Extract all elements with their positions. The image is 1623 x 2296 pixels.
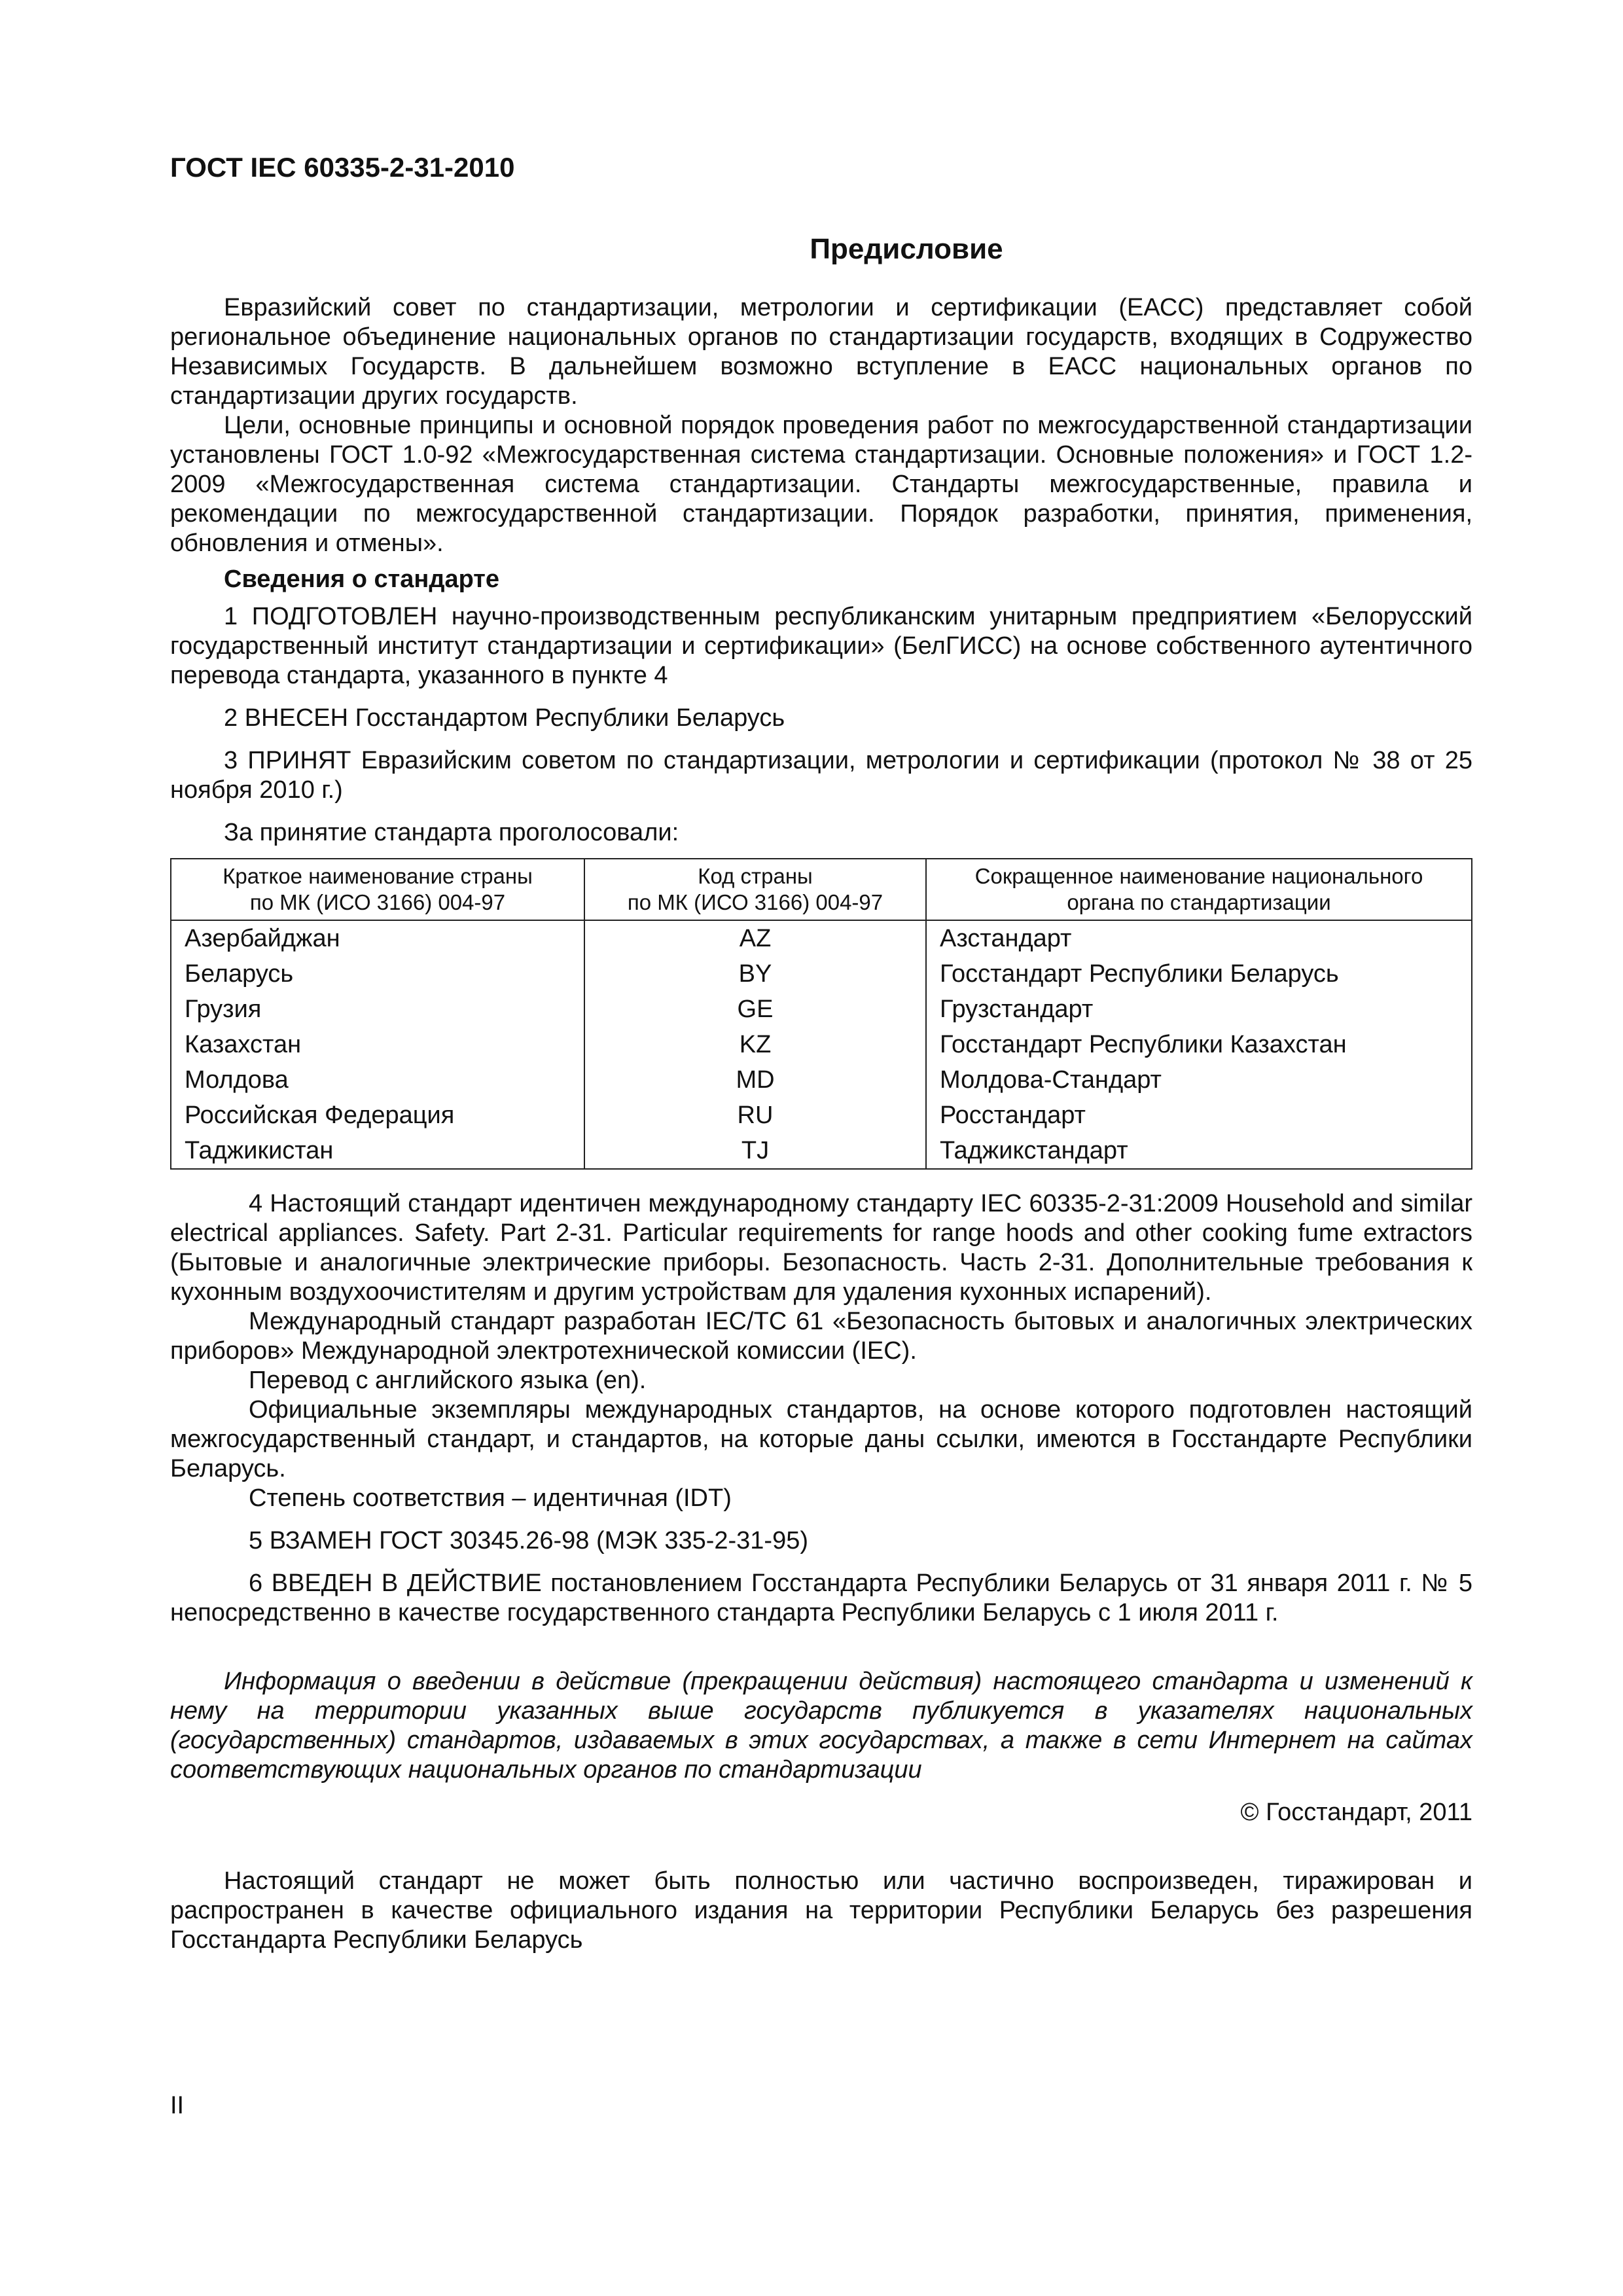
voted-caption: За принятие стандарта проголосовали: [224, 819, 679, 846]
page-number: II [170, 2092, 185, 2119]
item4-paragraph-3: Перевод с английского языка (en). [249, 1367, 647, 1394]
document-code: ГОСТ IEC 60335-2-31-2010 [170, 152, 515, 183]
country-code-cell: KZ [584, 1027, 926, 1062]
info-item-1: 1 ПОДГОТОВЛЕН научно-производственным республиканским унитарным предприятием «Белорусский государственный институт стандартизации и сертификации» (БелГИСС) на основе собственного аутентичного перевода стандарта, указанного в пункте 4 [170, 603, 1472, 689]
table-row [171, 1133, 1472, 1169]
country-code-cell: RU [584, 1098, 926, 1133]
country-code-cell: AZ [584, 920, 926, 956]
country-cell: Российская Федерация [171, 1098, 584, 1133]
national-body-cell: Молдова-Стандарт [926, 1062, 1472, 1098]
national-body-cell: Росстандарт [926, 1098, 1472, 1133]
national-body-cell: Госстандарт Республики Беларусь [926, 956, 1472, 992]
header-national-body-line2: органа по стандартизации [1067, 890, 1331, 914]
info-item-5: 5 ВЗАМЕН ГОСТ 30345.26-98 (МЭК 335-2-31-95) [249, 1527, 808, 1554]
country-cell: Беларусь [171, 956, 584, 992]
country-cell: Таджикистан [171, 1133, 584, 1169]
country-code-cell: GE [584, 992, 926, 1027]
standard-info-heading: Сведения о стандарте [224, 565, 500, 593]
national-body-cell: Грузстандарт [926, 992, 1472, 1027]
country-cell: Молдова [171, 1062, 584, 1098]
item4-paragraph-1: 4 Настоящий стандарт идентичен международному стандарту IEC 60335-2-31:2009 Household and similar electrical appliances. Safety. Part 2-31. Particular requirements for range hoods and other cooking fume extractors (Бытовые и аналогичные электрические приборы. Безопасность. Часть 2-31. Дополнительные требования к кухонным воздухоочистителям и другим устройствам для удаления кухонных испарений). [170, 1190, 1472, 1306]
document-page [170, 151, 1472, 1955]
preface-paragraph-2: Цели, основные принципы и основной порядок проведения работ по межгосударственной стандартизации установлены ГОСТ 1.0-92 «Межгосударственная система стандартизации. Основные положения» и ГОСТ 1.2-2009 «Межгосударственная система стандартизации. Стандарты межгосударственные, правила и рекомендации по межгосударственной стандартизации. Порядок разработки, принятия, применения, обновления и отмены». [170, 412, 1472, 557]
info-item-6: 6 ВВЕДЕН В ДЕЙСТВИЕ постановлением Госстандарта Республики Беларусь от 31 января 2011 г. № 5 непосредственно в качестве государственного стандарта Республики Беларусь с 1 июля 2011 г. [170, 1570, 1472, 1626]
table-row [171, 920, 1472, 956]
country-code-cell: BY [584, 956, 926, 992]
country-cell: Азербайджан [171, 920, 584, 956]
notice-paragraph: Информация о введении в действие (прекращении действия) настоящего стандарта и изменений к нему на территории указанных выше государств публикуется в указателях национальных (государственных) стандартов, издаваемых в этих государствах, а также в сети Интернет на сайтах соответствующих национальных органов по стандартизации [170, 1668, 1472, 1784]
country-cell: Грузия [171, 992, 584, 1027]
preface-paragraph-1: Евразийский совет по стандартизации, метрологии и сертификации (ЕАСС) представляет собой региональное объединение национальных органов по стандартизации государств, входящих в Содружество Независимых Государств. В дальнейшем возможно вступление в ЕАСС национальных органов по стандартизации других государств. [170, 294, 1472, 410]
info-item-2: 2 ВНЕСЕН Госстандартом Республики Беларусь [224, 704, 785, 732]
restriction-paragraph: Настоящий стандарт не может быть полностью или частично воспроизведен, тиражирован и распространен в качестве официального издания на территории Республики Беларусь без разрешения Госстандарта Республики Беларусь [170, 1867, 1472, 1954]
table-row [171, 1027, 1472, 1062]
table-row [171, 992, 1472, 1027]
item4-paragraph-4: Официальные экземпляры международных стандартов, на основе которого подготовлен настоящий межгосударственный стандарт, и стандартов, на которые даны ссылки, имеются в Госстандарте Республики Беларусь. [170, 1396, 1472, 1482]
country-code-cell: MD [584, 1062, 926, 1098]
item4-paragraph-2: Международный стандарт разработан IEC/TC 61 «Безопасность бытовых и аналогичных электрических приборов» Международной электротехнической комиссии (IEC). [170, 1308, 1472, 1365]
header-country-name-line1: Краткое наименование страны [223, 864, 533, 888]
country-code-cell: TJ [584, 1133, 926, 1169]
table-row [171, 1098, 1472, 1133]
national-body-cell: Госстандарт Республики Казахстан [926, 1027, 1472, 1062]
table-header-row [171, 859, 1472, 920]
table-row [171, 1062, 1472, 1098]
national-body-cell: Азстандарт [926, 920, 1472, 956]
header-country-code [584, 859, 926, 920]
page-title: Предисловие [810, 233, 1003, 265]
header-country-name [171, 859, 584, 920]
table-row [171, 956, 1472, 992]
national-body-cell: Таджикстандарт [926, 1133, 1472, 1169]
header-country-code-line1: Код страны [698, 864, 813, 888]
item4-paragraph-5: Степень соответствия – идентичная (IDT) [249, 1484, 732, 1512]
info-item-3: 3 ПРИНЯТ Евразийским советом по стандартизации, метрологии и сертификации (протокол № 38 от 25 ноября 2010 г.) [170, 747, 1472, 804]
header-national-body [926, 859, 1472, 920]
copyright-line: © Госстандарт, 2011 [1240, 1799, 1472, 1826]
header-country-code-line2: по МК (ИСО 3166) 004-97 [627, 890, 883, 914]
voting-countries-table [170, 858, 1472, 1170]
header-country-name-line2: по МК (ИСО 3166) 004-97 [249, 890, 506, 914]
header-national-body-line1: Сокращенное наименование национального [974, 864, 1423, 888]
country-cell: Казахстан [171, 1027, 584, 1062]
